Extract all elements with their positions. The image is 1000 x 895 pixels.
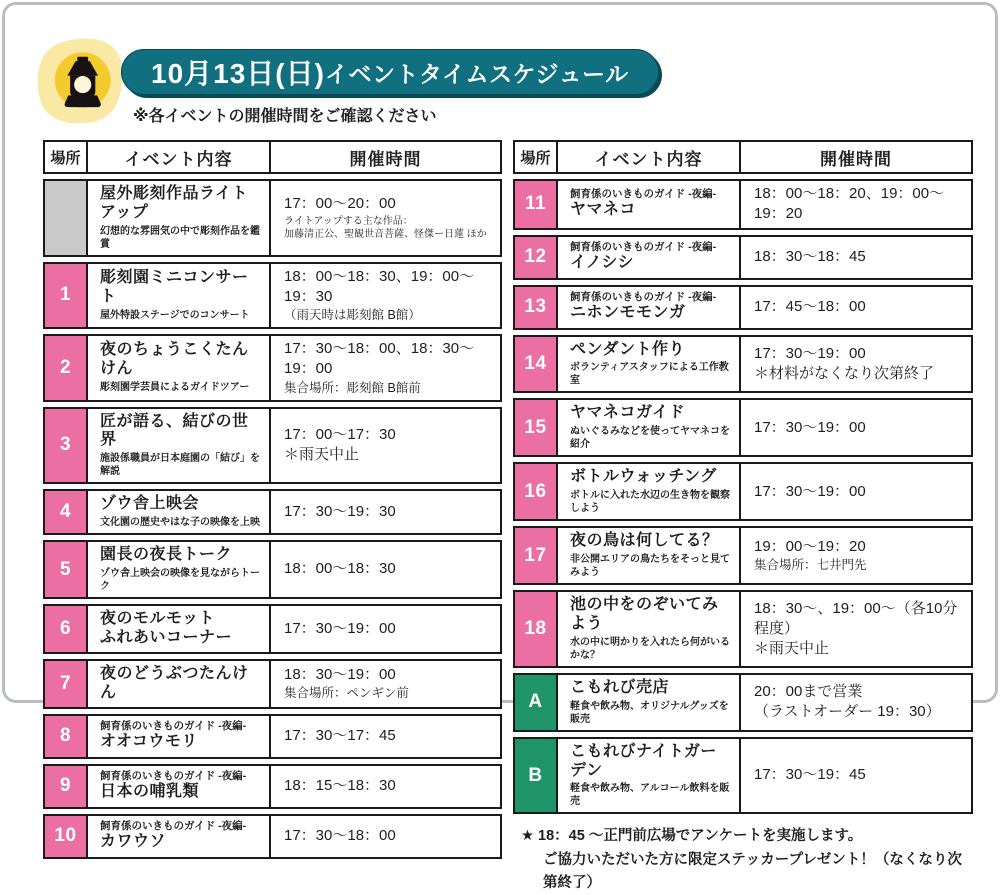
- time-cell: [271, 336, 500, 399]
- event-title: 夜のどうぶつたんけん: [100, 664, 249, 701]
- time-text: （雨天時は彫刻館 B館）: [284, 308, 421, 323]
- time-text: 17：30～17：45: [284, 726, 396, 744]
- table-row: [43, 764, 502, 809]
- table-row: [43, 814, 502, 859]
- event-description: ボランティアスタッフによる工作教室: [570, 362, 729, 387]
- event-cell: [88, 606, 271, 652]
- event-title: ヤマネコガイド: [570, 404, 686, 422]
- event-title: 日本の哺乳類: [100, 783, 200, 801]
- event-title: こもれび売店: [570, 678, 670, 696]
- event-title: 夜のモルモット: [100, 610, 216, 627]
- event-cell: [558, 592, 741, 666]
- event-cell: [88, 181, 271, 255]
- place-badge: 12: [515, 237, 558, 278]
- left-table: [43, 140, 502, 895]
- place-badge: 14: [515, 337, 558, 392]
- event-series-label: 飼育係のいきものガイド -夜編-: [570, 241, 717, 253]
- table-header-row: [43, 140, 502, 174]
- time-cell: [271, 264, 500, 327]
- place-badge: 11: [515, 181, 558, 228]
- time-text: 20：00まで営業: [754, 682, 863, 700]
- time-text: ＊材料がなくなり次第終了: [754, 364, 935, 382]
- time-text: 17：30～19：00: [754, 344, 866, 362]
- place-badge: 18: [515, 592, 558, 666]
- time-text: 17：30～19：00: [284, 619, 396, 637]
- table-row: [513, 179, 973, 230]
- event-title: ヤマネコ: [570, 201, 637, 219]
- column-header-event: イベント内容: [88, 142, 271, 172]
- event-description: 幻想的な雰囲気の中で彫刻作品を鑑賞: [100, 225, 260, 250]
- time-text: 17：30～19：45: [754, 766, 866, 784]
- place-badge: 9: [45, 766, 88, 807]
- event-title: こもれびナイトガーデン: [570, 742, 717, 779]
- event-cell: [88, 816, 271, 857]
- table-row: [43, 262, 502, 329]
- event-cell: [88, 716, 271, 757]
- table-row: [513, 526, 973, 585]
- time-cell: [741, 400, 971, 455]
- time-text: （ラストオーダー 19：30）: [754, 703, 941, 721]
- place-badge: B: [515, 739, 558, 813]
- time-cell: [741, 287, 971, 328]
- table-row: [513, 590, 973, 668]
- place-badge: 16: [515, 464, 558, 519]
- event-cell: [558, 181, 741, 228]
- place-badge: 4: [45, 491, 88, 533]
- time-text: ＊雨天中止: [284, 446, 360, 464]
- table-header-row: [513, 140, 973, 174]
- table-row: [43, 659, 502, 709]
- time-text: 17：00～17：30: [284, 426, 396, 444]
- time-cell: [271, 181, 500, 255]
- event-title: ふれあいコーナー: [100, 628, 233, 646]
- event-series-label: 飼育係のいきものガイド -夜編-: [100, 720, 247, 732]
- event-title: 園長の夜長トーク: [100, 546, 233, 564]
- event-description: 施設係職員が日本庭園の「結び」を解説: [100, 453, 260, 478]
- table-row: [513, 462, 973, 521]
- event-title: オオコウモリ: [100, 733, 198, 751]
- table-row: [43, 714, 502, 759]
- time-text: 18：00～18：30: [284, 560, 396, 578]
- event-title: 夜のちょうこくたんけん: [100, 341, 249, 378]
- event-description: 軽食や飲み物、アルコール飲料を販売: [570, 783, 730, 808]
- time-cell: [741, 528, 971, 583]
- banner-subtitle: ※各イベントの開催時間をご確認ください: [133, 108, 437, 125]
- time-text: 18：30～19：00: [284, 666, 396, 684]
- time-cell: [271, 409, 500, 483]
- time-cell: [741, 181, 971, 228]
- place-badge: 3: [45, 409, 88, 483]
- event-series-label: 飼育係のいきものガイド -夜編-: [100, 820, 247, 832]
- event-description: 文化園の歴史やはな子の映像を上映: [100, 517, 260, 529]
- table-row: [513, 673, 973, 732]
- event-cell: [88, 542, 271, 597]
- event-description: 屋外特設ステージでのコンサート: [100, 309, 250, 321]
- table-row: [513, 398, 973, 457]
- time-cell: [741, 464, 971, 519]
- time-text: 加藤清正公、聖観世音菩薩、怪傑ー日蓮 ほか: [284, 229, 487, 240]
- table-row: [43, 604, 502, 654]
- time-cell: [741, 592, 971, 666]
- event-description: 水の中に明かりを入れたら何がいるかな？: [570, 636, 730, 661]
- place-badge: 13: [515, 287, 558, 328]
- event-cell: [558, 400, 741, 455]
- time-cell: [271, 661, 500, 707]
- time-text: 18：15～18：30: [284, 776, 396, 794]
- place-badge: 1: [45, 264, 88, 327]
- event-title: 屋外彫刻作品ライトアップ: [100, 185, 249, 221]
- event-title: ペンダント作り: [570, 340, 686, 358]
- table-row: [43, 179, 502, 257]
- lantern-icon: [35, 35, 125, 127]
- table-row: [513, 335, 973, 394]
- time-text: 17：45～18：00: [754, 297, 866, 315]
- event-cell: [558, 287, 741, 328]
- event-series-label: 飼育係のいきものガイド -夜編-: [100, 770, 247, 782]
- survey-note-line1: ★ 18：45 ～正門前広場でアンケートを実施します。: [521, 828, 863, 845]
- time-text: 17：30～19：30: [284, 503, 396, 521]
- column-header-time: 開催時間: [741, 142, 971, 172]
- event-cell: [88, 661, 271, 707]
- time-text: 18：30～18：45: [754, 247, 866, 265]
- column-header-place: 場所: [45, 142, 88, 172]
- place-badge: A: [515, 675, 558, 730]
- table-row: [513, 235, 973, 280]
- time-cell: [741, 337, 971, 392]
- right-table-body: [513, 179, 973, 814]
- table-row: [43, 407, 502, 485]
- table-row: [43, 540, 502, 599]
- time-text: 17：30～19：00: [754, 482, 866, 500]
- event-cell: [558, 337, 741, 392]
- schedule-card: [2, 2, 998, 891]
- time-cell: [271, 766, 500, 807]
- time-text: 18：00～18：30、19：00～19：30: [284, 267, 475, 305]
- event-cell: [88, 336, 271, 399]
- event-description: 軽食や飲み物、オリジナルグッズを販売: [570, 700, 729, 725]
- event-description: 彫刻園学芸員によるガイドツアー: [100, 382, 250, 394]
- place-badge: 17: [515, 528, 558, 583]
- time-cell: [741, 675, 971, 730]
- event-title: ゾウ舎上映会: [100, 495, 200, 513]
- event-title: カワウソ: [100, 833, 167, 851]
- place-badge: 5: [45, 542, 88, 597]
- event-title: ボトルウォッチング: [570, 468, 717, 486]
- survey-note-line2: ご協力いただいた方に限定ステッカープレゼント！（なくなり次第終了）: [543, 851, 962, 891]
- column-header-place: 場所: [515, 142, 558, 172]
- time-text: 19：00～19：20: [754, 538, 866, 555]
- table-row: [43, 489, 502, 535]
- place-badge: 10: [45, 816, 88, 857]
- event-description: ぬいぐるみなどを使ってヤマネコを紹介: [570, 426, 730, 451]
- left-table-body: [43, 179, 502, 859]
- place-badge: 15: [515, 400, 558, 455]
- schedule-tables: [43, 140, 973, 895]
- event-cell: [558, 739, 741, 813]
- event-cell: [88, 409, 271, 483]
- time-text: 17：30～19：00: [754, 418, 866, 436]
- event-title: ニホンモモンガ: [570, 304, 686, 322]
- time-text: 集合場所：彫刻館 B館前: [284, 380, 421, 395]
- table-row: [513, 285, 973, 330]
- event-title: 匠が語る、結びの世界: [100, 412, 249, 449]
- time-cell: [271, 816, 500, 857]
- time-text: ＊雨天中止: [754, 640, 830, 657]
- time-text: ライトアップする主な作品：: [284, 215, 413, 227]
- event-cell: [88, 766, 271, 807]
- event-series-label: 飼育係のいきものガイド -夜編-: [570, 291, 717, 303]
- place-badge: 6: [45, 606, 88, 652]
- banner-date: 10月13日(日): [151, 58, 325, 89]
- event-cell: [88, 264, 271, 327]
- column-header-time: 開催時間: [271, 142, 500, 172]
- survey-note: [513, 825, 973, 895]
- column-header-event: イベント内容: [558, 142, 741, 172]
- event-title: 彫刻園ミニコンサート: [100, 269, 249, 305]
- place-badge: [45, 181, 88, 255]
- time-cell: [741, 739, 971, 813]
- time-cell: [741, 237, 971, 278]
- time-text: 17：30～18：00、18：30～19：00: [284, 340, 475, 378]
- place-badge: 2: [45, 336, 88, 399]
- time-text: 集合場所：七井門先: [754, 558, 867, 573]
- event-title: イノシシ: [570, 254, 635, 272]
- place-badge: 7: [45, 661, 88, 707]
- table-row: [513, 737, 973, 815]
- event-description: 非公開エリアの鳥たちをそっと見てみよう: [570, 554, 730, 578]
- event-series-label: 飼育係のいきものガイド -夜編-: [570, 188, 717, 201]
- time-text: 18：30～、19：00～（各10分程度）: [754, 599, 958, 637]
- time-cell: [271, 542, 500, 597]
- event-cell: [558, 528, 741, 583]
- time-text: 18：00～18：20、19：00～19：20: [754, 185, 945, 223]
- event-description: ボトルに入れた水辺の生き物を観察しよう: [570, 490, 730, 515]
- event-cell: [558, 237, 741, 278]
- time-cell: [271, 716, 500, 757]
- time-text: 17：00～20：00: [284, 195, 396, 213]
- event-cell: [558, 675, 741, 730]
- right-table: [513, 140, 973, 895]
- event-cell: [558, 464, 741, 519]
- time-text: 17：30～18：00: [284, 826, 396, 844]
- time-cell: [271, 606, 500, 652]
- time-text: 集合場所：ペンギン前: [284, 686, 409, 701]
- title-banner: [121, 49, 659, 95]
- event-description: ゾウ舎上映会の映像を見ながらトーク: [100, 568, 260, 592]
- event-title: 夜の鳥は何してる？: [570, 532, 719, 550]
- banner-title: イベントタイムスケジュール: [324, 60, 629, 87]
- event-cell: [88, 491, 271, 533]
- place-badge: 8: [45, 716, 88, 757]
- event-title: 池の中をのぞいてみよう: [570, 596, 719, 632]
- page-header: [31, 31, 985, 135]
- time-cell: [271, 491, 500, 533]
- table-row: [43, 334, 502, 401]
